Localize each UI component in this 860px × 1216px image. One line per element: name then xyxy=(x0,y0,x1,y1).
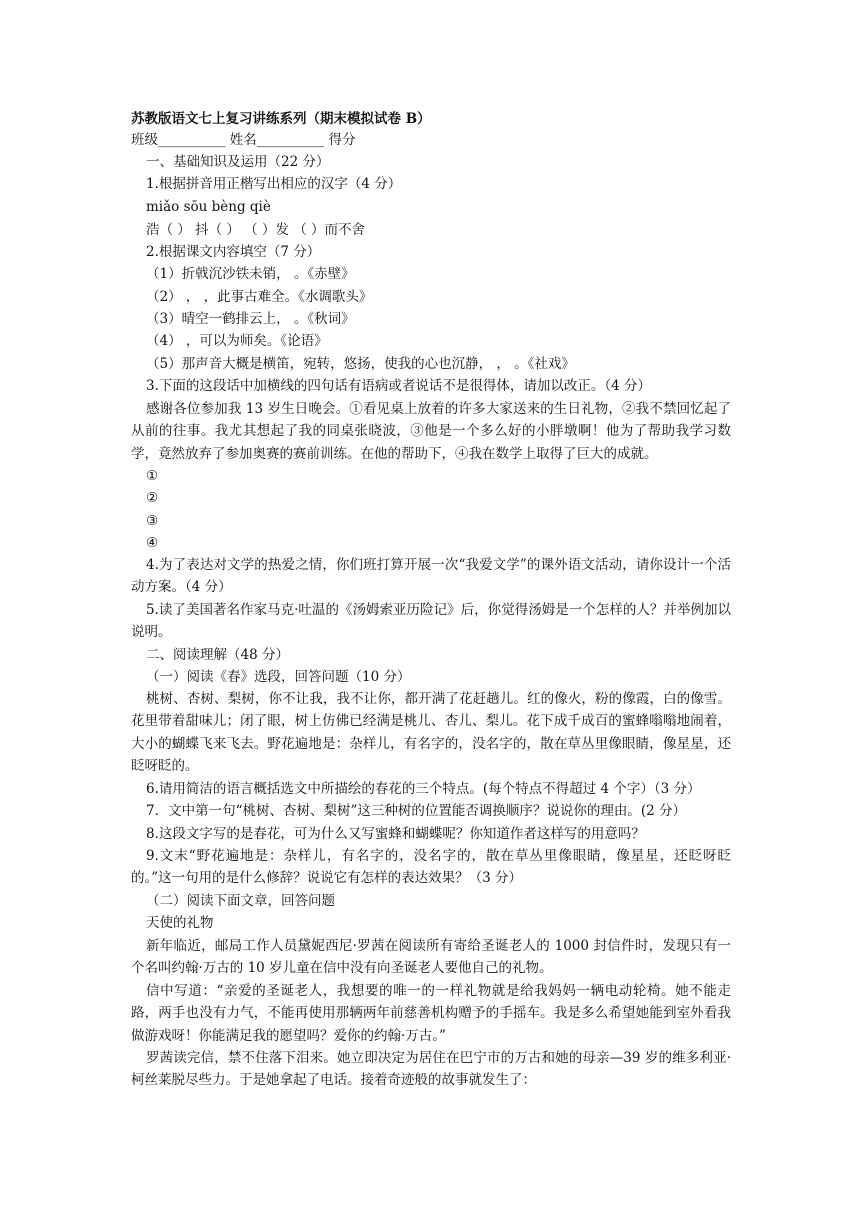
q2-item: （3）晴空一鹤排云上， 。《秋词》 xyxy=(146,311,355,327)
q9-text: 9.文末“野花遍地是：杂样儿，有名字的，没名字的，散在草丛里像眼睛，像星星，还眨呀眨的。”这一句用的是什么修辞？说说它有怎样的表达效果？（3 分） xyxy=(131,848,731,887)
q5-text: 5.读了美国著名作家马克·吐温的《汤姆索亚历险记》后，你觉得汤姆是一个怎样的人？并举例加以说明。 xyxy=(131,602,731,641)
q4-text: 4.为了表达对文学的热爱之情，你们班打算开展一次“我爱文学”的课外语文活动，请你设计一个活动方案。（4 分） xyxy=(131,557,731,596)
q2-item: （5）那声音大概是横笛，宛转，悠扬，使我的心也沉静， ， 。《社戏》 xyxy=(146,356,575,372)
q2-item: （4） ，可以为师矣。《论语》 xyxy=(146,333,328,349)
q3-answer-marker: ④ xyxy=(146,535,159,551)
section1-heading: 一、基础知识及运用（22 分） xyxy=(146,154,330,170)
q2-item: （1）折戟沉沙铁未销， 。《赤壁》 xyxy=(146,266,355,282)
part2-heading: （二）阅读下面文章，回答问题 xyxy=(146,893,335,909)
q8-text: 8.这段文字写的是春花，可为什么又写蜜蜂和蝴蝶呢？你知道作者这样写的用意吗？ xyxy=(146,826,645,842)
spring-passage: 桃树、杏树、梨树，你不让我，我不让你，都开满了花赶趟儿。红的像火，粉的像霞，白的像雪。花里带着甜味儿；闭了眼，树上仿佛已经满是桃儿、杏儿、梨儿。花下成千成百的蜜蜂嗡嗡地闹着，大小的蝴蝶飞来飞去。野花遍地是：杂样儿，有名字的，没名字的，散在草丛里像眼睛，像星星，还眨呀眨的。 xyxy=(131,691,731,775)
q3-passage: 感谢各位参加我 13 岁生日晚会。①看见桌上放着的许多大家送来的生日礼物，②我不禁回忆起了从前的往事。我尤其想起了我的同桌张晓波，③他是一个多么好的小胖墩啊！他为了帮助我学习数学，竟然放弃了参加奥赛的赛前训练。在他的帮助下，④我在数学上取得了巨大的成就。 xyxy=(131,401,731,462)
q3-text: 3.下面的这段话中加横线的四句话有语病或者说话不是很得体，请加以改正。（4 分） xyxy=(146,378,652,394)
article-paragraph: 罗茜读完信，禁不住落下泪来。她立即决定为居住在巴宁市的万古和她的母亲—39 岁的维多利亚·柯丝莱脱尽些力。于是她拿起了电话。接着奇迹般的故事就发生了： xyxy=(131,1050,731,1089)
q7-text: 7．文中第一句“桃树、杏树、梨树”这三种树的位置能否调换顺序？说说你的理由。(2 分） xyxy=(146,803,687,819)
part1-heading: （一）阅读《春》选段，回答问题（10 分） xyxy=(146,669,411,685)
q2-text: 2.根据课文内容填空（7 分） xyxy=(146,244,321,260)
q3-answer-marker: ③ xyxy=(146,513,159,529)
q1-blanks: 浩（ ） 抖（ ） （ ）发 （ ）而不舍 xyxy=(146,222,366,238)
article-title: 天使的礼物 xyxy=(146,915,214,931)
q3-answer-marker: ① xyxy=(146,468,159,484)
q2-item: （2） ， ，此事古难全。《水调歌头》 xyxy=(146,289,373,305)
exam-title: 苏教版语文七上复习讲练系列（期末模拟试卷 B） xyxy=(131,111,431,127)
q3-answer-marker: ② xyxy=(146,490,159,506)
q1-pinyin: miǎo sōu bèng qiè xyxy=(146,199,271,215)
article-paragraph: 信中写道：“亲爱的圣诞老人，我想要的唯一的一样礼物就是给我妈妈一辆电动轮椅。她不能走路，两手也没有力气，不能再使用那辆两年前慈善机构赠予的手摇车。我是多么希望她能到室外看我做游戏呀！你能满足我的愿望吗？爱你的约翰·万古。” xyxy=(131,983,731,1044)
article-paragraph: 新年临近，邮局工作人员黛妮西尼·罗茜在阅读所有寄给圣诞老人的 1000 封信件时，发现只有一个名叫约翰·万古的 10 岁儿童在信中没有向圣诞老人要他自己的礼物。 xyxy=(131,938,731,977)
student-info-line: 班级__________ 姓名__________ 得分 xyxy=(131,132,356,148)
q6-text: 6.请用简洁的语言概括选文中所描绘的春花的三个特点。(每个特点不得超过 4 个字）（3 分） xyxy=(146,781,701,797)
section2-heading: 二、阅读理解（48 分） xyxy=(146,647,289,663)
q1-text: 1.根据拼音用正楷写出相应的汉字（4 分） xyxy=(146,176,402,192)
